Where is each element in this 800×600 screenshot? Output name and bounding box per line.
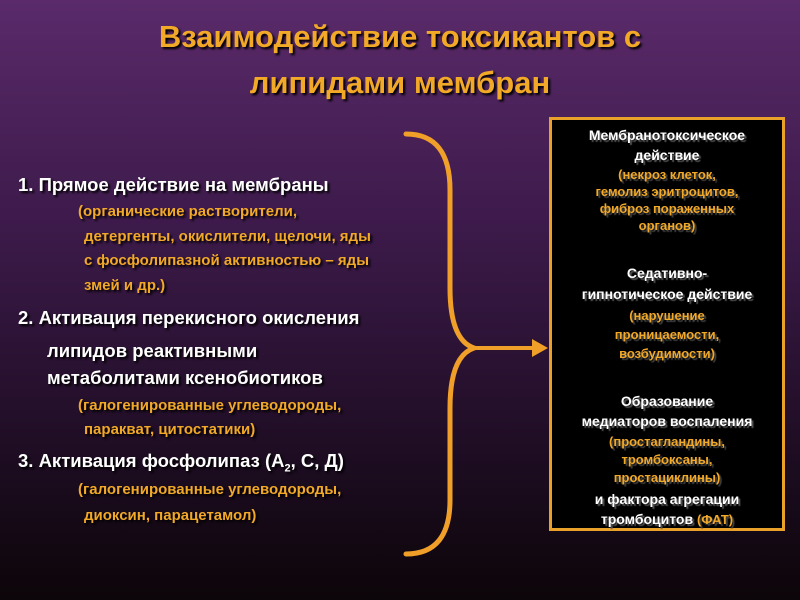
effects-box <box>549 117 785 531</box>
effect-3-sub-line-1: (простагландины, <box>609 434 725 449</box>
effect-3-tail-abbr: (ФАТ) <box>696 512 734 527</box>
title-line-2: липидами мембран <box>249 65 551 100</box>
slide-title <box>0 14 800 106</box>
item-1-sub-line-2: детергенты, окислители, щелочи, яды <box>84 228 371 245</box>
effect-2-sub-line-1: (нарушение <box>629 308 705 323</box>
item-2-sub-line-1: (галогенированные углеводороды, <box>78 397 342 414</box>
effect-3-tail-line-2 <box>552 510 782 528</box>
effect-3-heading-line-2: медиаторов воспаления <box>581 413 753 429</box>
arrow-head-icon <box>532 339 548 357</box>
effect-3-heading-line-1: Образование <box>620 393 714 409</box>
effect-3-tail-line-1: и фактора агрегации <box>594 491 740 507</box>
effect-2-heading-line-2: гипнотическое действие <box>581 286 753 302</box>
item-3-sub-line-2: диоксин, парацетамол) <box>84 507 257 524</box>
effect-2-sub-line-2: проницаемости, <box>614 327 720 342</box>
item-1-sub-line-3: с фосфолипазной активностью – яды <box>84 252 370 269</box>
item-3-heading-suffix: , С, Д) <box>290 450 344 471</box>
effect-1-sub-line-4: органов) <box>638 218 696 233</box>
effect-1-sub-line-3: фиброз пораженных <box>599 201 735 216</box>
effect-1-sub-line-1: (некроз клеток, <box>618 167 716 182</box>
item-2-heading-line-2: липидов реактивными <box>47 340 258 361</box>
item-1-heading: 1. Прямое действие на мембраны <box>18 174 329 195</box>
title-line-1: Взаимодействие токсикантов с <box>158 19 642 54</box>
item-3-sub-line-1: (галогенированные углеводороды, <box>78 481 342 498</box>
item-1-sub-line-4: змей и др.) <box>84 277 166 294</box>
curly-brace-arrow <box>378 128 553 568</box>
item-2-heading-line-1: 2. Активация перекисного окисления <box>18 307 360 328</box>
effect-2-heading-line-1: Седативно- <box>626 265 708 281</box>
effect-3-sub-line-2: тромбоксаны, <box>621 452 713 467</box>
item-3-heading-prefix: 3. Активация фосфолипаз (А <box>18 450 285 471</box>
item-2-sub-line-2: паракват, цитостатики) <box>84 421 256 438</box>
item-3-heading <box>18 450 344 475</box>
effect-1-heading-line-1: Мембранотоксическое <box>588 127 746 143</box>
item-2-heading-line-3: метаболитами ксенобиотиков <box>47 367 323 388</box>
item-1-sub-line-1: (органические растворители, <box>78 203 297 220</box>
effect-3-sub-line-3: простациклины) <box>613 470 721 485</box>
effect-2-sub-line-3: возбудимости) <box>619 346 715 361</box>
effect-3-tail-text: тромбоцитов <box>600 511 694 527</box>
effect-1-heading-line-2: действие <box>634 147 700 163</box>
item-3-heading-subscript: 2 <box>284 462 291 475</box>
effect-1-sub-line-2: гемолиз эритроцитов, <box>595 184 739 199</box>
